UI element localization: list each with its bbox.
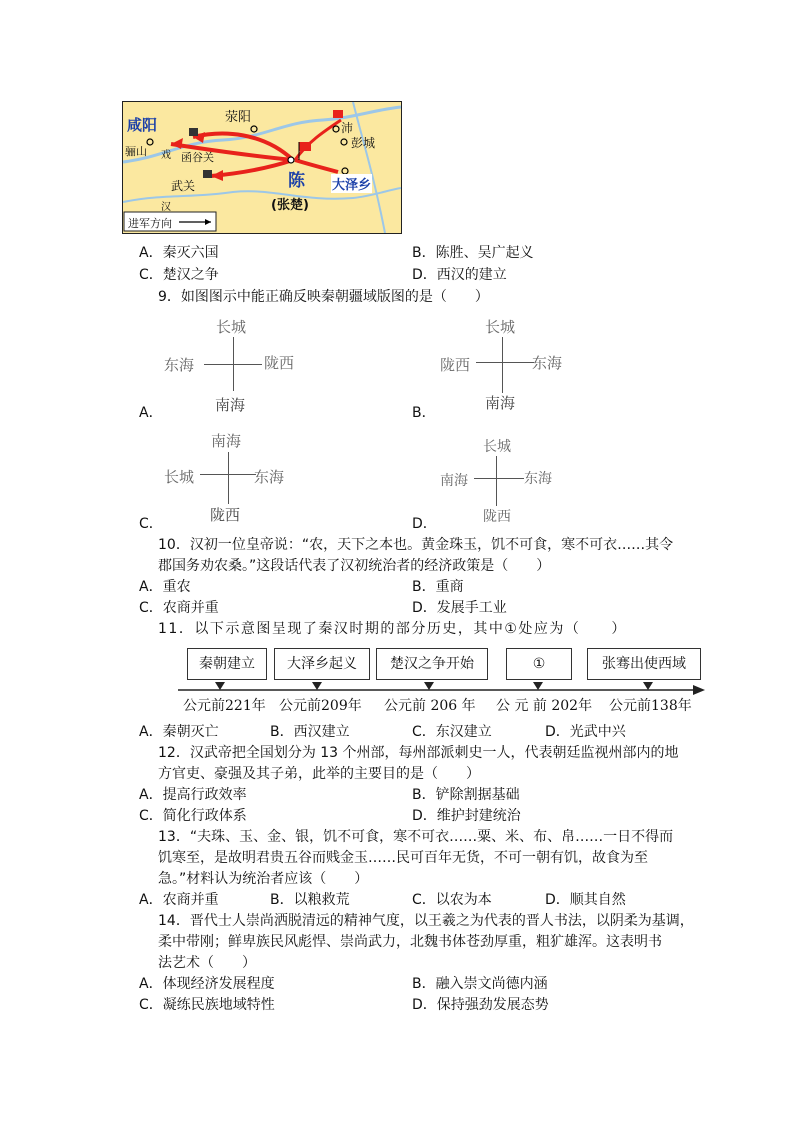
q9-d-bottom: 陇西	[483, 509, 511, 525]
q12-stem-line1: 12．汉武帝把全国划分为 13 个州部，每州部派刺史一人，代表朝廷监视州部内的地	[158, 745, 679, 761]
q9-d-compass	[440, 434, 570, 528]
label-xianyang: 咸阳	[127, 116, 158, 134]
q8-option-b: B．陈胜、吴广起义	[412, 245, 534, 261]
q14-stem-line1: 14．晋代士人崇尚洒脱清远的精神气度，以王羲之为代表的晋人书法，以阴柔为基调，	[158, 913, 694, 929]
q12-option-a: A．提高行政效率	[139, 787, 247, 803]
label-han-river: 汉	[161, 202, 171, 213]
q13-stem-line2: 饥寒至，是故明君贵五谷而贱金玉……民可百年无货，不可一朝有饥，故食为至	[158, 850, 648, 866]
q11-stem: 11．以下示意图呈现了秦汉时期的部分历史，其中①处应为（ ）	[158, 621, 627, 637]
q13-stem-line3: 急。”材料认为统治者应该（ ）	[158, 871, 369, 887]
q12-option-c: C．简化行政体系	[139, 808, 247, 824]
q9-c-compass	[162, 428, 302, 528]
q9-a-right: 陇西	[264, 354, 295, 372]
q12-option-b: B．铲除割据基础	[412, 787, 520, 803]
legend-label: 进军方向	[128, 217, 172, 230]
label-lishan: 骊山	[125, 145, 147, 158]
q9-a-top: 长城	[216, 318, 247, 336]
q14-stem-line3: 法艺术（ ）	[158, 955, 256, 971]
timeline-date-1: 公元前209年	[279, 698, 362, 714]
q13-option-c: C．以农为本	[412, 892, 492, 908]
q9-c-left: 长城	[164, 468, 195, 486]
timeline-marker-4	[643, 682, 653, 690]
q9-c-right: 东海	[254, 468, 285, 486]
q9-a-bottom: 南海	[215, 396, 246, 414]
q8-option-c: C．楚汉之争	[139, 267, 219, 283]
q9-d-top: 长城	[483, 439, 511, 455]
q10-option-b: B．重商	[412, 579, 464, 595]
q8-option-a: A．秦灭六国	[139, 245, 219, 261]
q9-d-right: 东海	[524, 471, 552, 487]
q9-d-left: 南海	[440, 473, 468, 489]
uprising-map	[122, 101, 402, 234]
label-zhangchu: (张楚)	[271, 198, 309, 213]
q13-option-a: A．农商并重	[139, 892, 219, 908]
q8-option-d: D．西汉的建立	[412, 267, 507, 283]
label-xingyang: 荥阳	[225, 110, 252, 125]
label-wuguan: 武关	[171, 179, 196, 193]
q10-option-d: D．发展手工业	[412, 600, 507, 616]
q14-option-a: A．体现经济发展程度	[139, 976, 275, 992]
timeline-date-2: 公元前 206 年	[384, 698, 476, 714]
label-pengcheng: 彭城	[351, 136, 376, 150]
timeline-marker-1	[312, 682, 322, 690]
timeline-marker-3	[533, 682, 543, 690]
timeline-date-4: 公元前138年	[609, 698, 692, 714]
label-xi: 戏	[161, 150, 171, 161]
q9-a-compass	[160, 314, 310, 414]
q11-option-d: D．光武中兴	[545, 724, 626, 740]
q9-b-left: 陇西	[440, 356, 471, 374]
map-drawing	[123, 102, 401, 233]
q9-option-c-letter: C．	[139, 516, 163, 532]
q11-option-a: A．秦朝灭亡	[139, 724, 219, 740]
q13-option-d: D．顺其自然	[545, 892, 626, 908]
timeline-event-3: ①	[506, 648, 572, 680]
timeline-marker-0	[215, 682, 225, 690]
q9-b-bottom: 南海	[485, 394, 516, 412]
q9-stem: 9．如图图示中能正确反映秦朝疆域版图的是（ ）	[158, 289, 489, 305]
q13-stem-line1: 13．“夫珠、玉、金、银，饥不可食，寒不可衣……粟、米、布、帛……一日不得而	[158, 829, 674, 845]
q10-option-a: A．重农	[139, 579, 191, 595]
q14-option-d: D．保持强劲发展态势	[412, 997, 549, 1013]
q12-stem-line2: 方官吏、豪强及其子弟，此举的主要目的是（ ）	[158, 766, 480, 782]
timeline-date-0: 公元前221年	[183, 698, 266, 714]
q12-option-d: D．维护封建统治	[412, 808, 521, 824]
q9-option-d-letter: D．	[412, 516, 437, 532]
label-hanguguan: 函谷关	[181, 151, 214, 164]
q9-b-compass	[438, 314, 578, 414]
q9-b-right: 东海	[532, 354, 563, 372]
q11-option-b: B．西汉建立	[270, 724, 350, 740]
q10-stem-line1: 10．汉初一位皇帝说：“农，天下之本也。黄金珠玉，饥不可食，寒不可衣……其令	[158, 537, 674, 553]
timeline-event-2: 楚汉之争开始	[376, 648, 488, 680]
q11-option-c: C．东汉建立	[412, 724, 492, 740]
label-chen: 陈	[288, 171, 305, 191]
timeline-event-0: 秦朝建立	[187, 648, 267, 680]
q9-a-left: 东海	[164, 356, 195, 374]
timeline-event-4: 张骞出使西域	[587, 648, 701, 680]
label-dazexiang: 大泽乡	[331, 174, 372, 193]
q10-option-c: C．农商并重	[139, 600, 219, 616]
q9-c-top: 南海	[211, 432, 242, 450]
q13-option-b: B．以粮救荒	[270, 892, 350, 908]
q10-stem-line2: 郡国务劝农桑。”这段话代表了汉初统治者的经济政策是（ ）	[158, 558, 551, 574]
timeline-marker-2	[424, 682, 434, 690]
q9-option-b-letter: B．	[412, 405, 436, 421]
q14-option-b: B．融入崇文尚德内涵	[412, 976, 548, 992]
q9-c-bottom: 陇西	[210, 506, 241, 524]
q9-b-top: 长城	[485, 318, 516, 336]
q14-option-c: C．凝练民族地域特性	[139, 997, 275, 1013]
q14-stem-line2: 柔中带刚；鲜卑族民风彪悍、崇尚武力，北魏书体苍劲厚重，粗犷雄浑。这表明书	[158, 934, 662, 950]
q9-option-a-letter: A．	[139, 405, 163, 421]
timeline-date-3: 公 元 前 202年	[496, 698, 593, 714]
label-pei: 沛	[341, 121, 354, 135]
timeline-event-1: 大泽乡起义	[274, 648, 370, 680]
